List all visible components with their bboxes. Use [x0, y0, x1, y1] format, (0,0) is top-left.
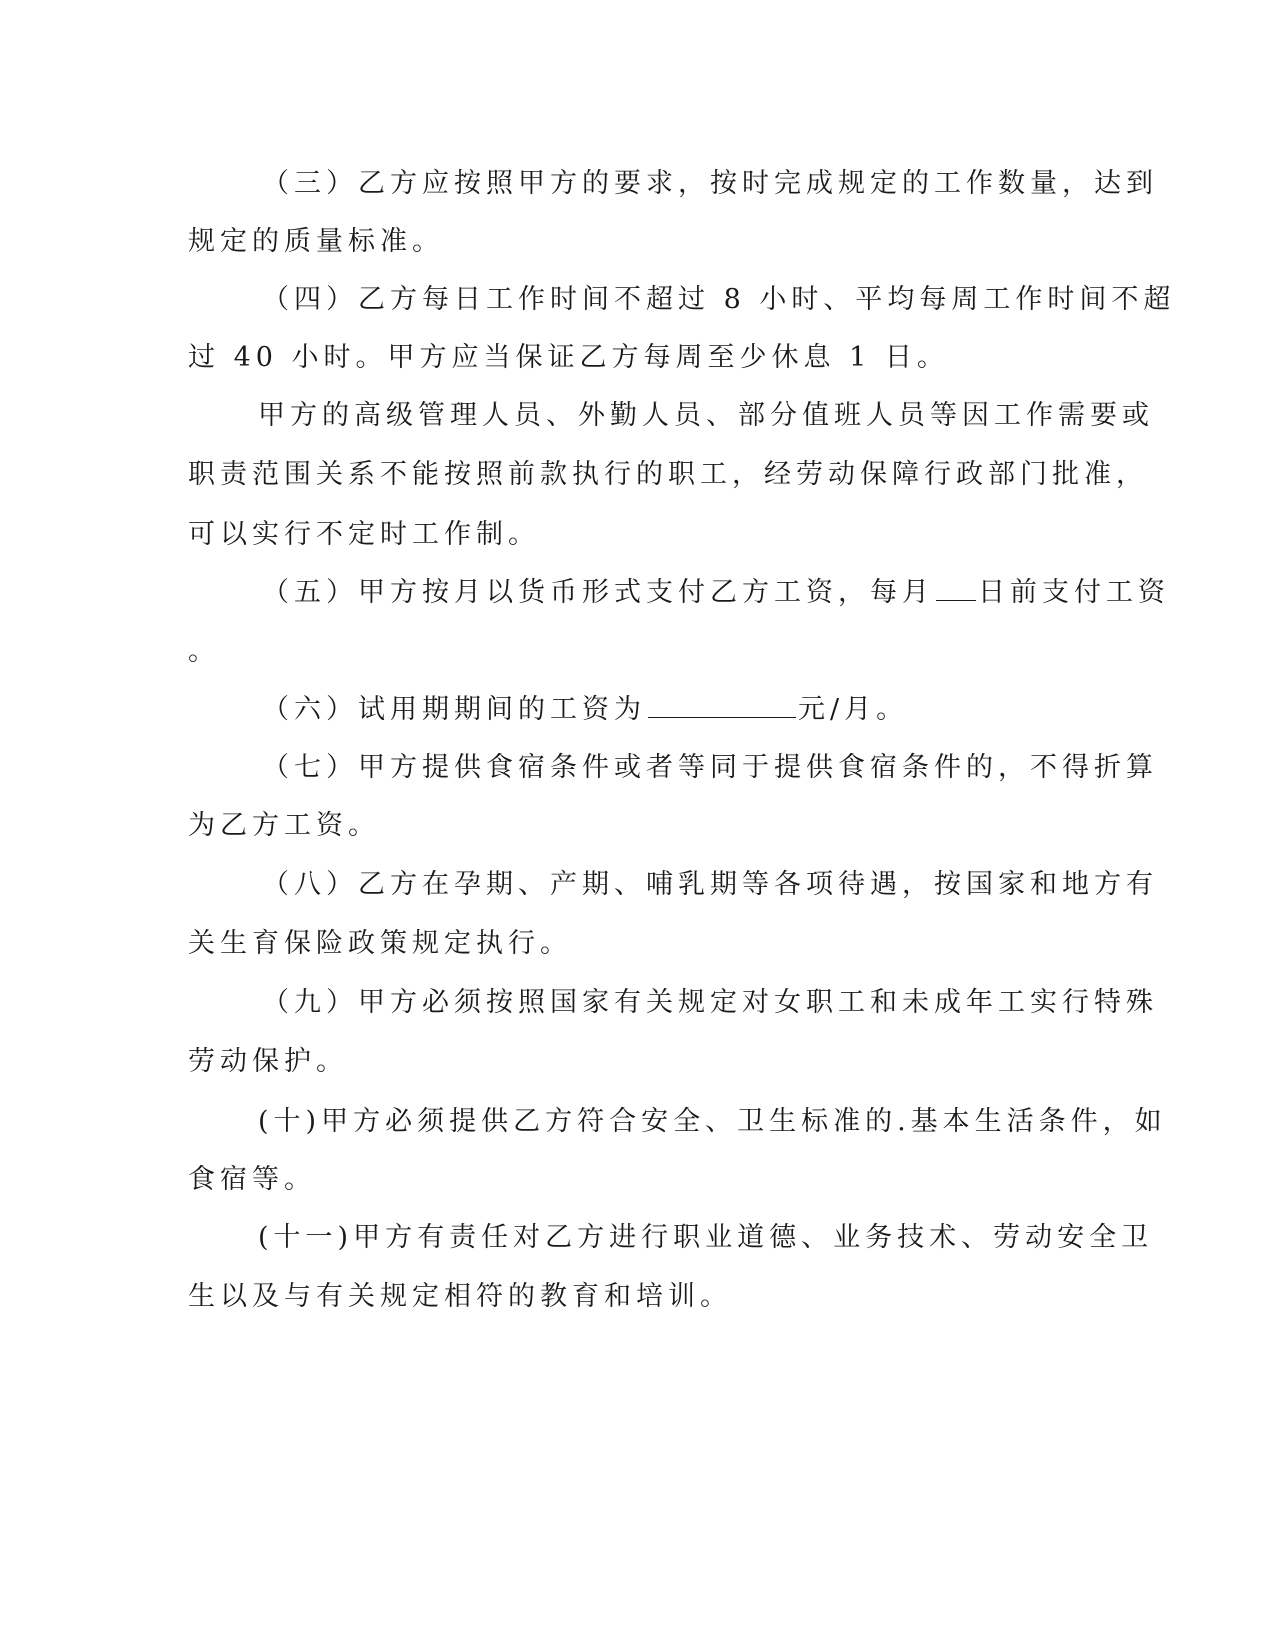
paragraph-8-line-2: 关生育保险政策规定执行。 [188, 928, 572, 959]
paragraph-11-line-2: 生以及与有关规定相符的教育和培训。 [188, 1281, 732, 1312]
paragraph-10-line-1: (十)甲方必须提供乙方符合安全、卫生标准的.基本生活条件，如 [258, 1106, 1167, 1137]
probation-wage-blank [648, 693, 796, 718]
paragraph-6-line-1 [262, 692, 908, 728]
paragraph-3-line-1: （三）乙方应按照甲方的要求，按时完成规定的工作数量，达到 [262, 168, 1158, 199]
paragraph-9-line-2: 劳动保护。 [188, 1046, 348, 1077]
paragraph-9-line-1: （九）甲方必须按照国家有关规定对女职工和未成年工实行特殊 [262, 987, 1158, 1018]
paragraph-4b-line-1: 甲方的高级管理人员、外勤人员、部分值班人员等因工作需要或 [258, 400, 1154, 431]
paragraph-5-line-2: 。 [188, 636, 220, 667]
paragraph-8-line-1: （八）乙方在孕期、产期、哺乳期等各项待遇，按国家和地方有 [262, 869, 1158, 900]
paragraph-5-text-before-blank: （五）甲方按月以货币形式支付乙方工资，每月 [262, 577, 934, 608]
paragraph-4-line-1: （四）乙方每日工作时间不超过 8 小时、平均每周工作时间不超 [262, 284, 1176, 315]
paragraph-7-line-2: 为乙方工资。 [188, 810, 380, 841]
paragraph-6-text-after-blank: 元/月。 [798, 694, 909, 725]
paragraph-7-line-1: （七）甲方提供食宿条件或者等同于提供食宿条件的，不得折算 [262, 752, 1158, 783]
paragraph-4-line-2: 过 40 小时。甲方应当保证乙方每周至少休息 1 日。 [188, 342, 949, 373]
paragraph-10-line-2: 食宿等。 [188, 1164, 316, 1195]
paragraph-3-line-2: 规定的质量标准。 [188, 226, 444, 257]
paragraph-5-line-1 [262, 575, 1170, 611]
paragraph-5-text-after-blank: 日前支付工资 [978, 577, 1170, 608]
payday-blank [936, 576, 976, 601]
paragraph-11-line-1: (十一)甲方有责任对乙方进行职业道德、业务技术、劳动安全卫 [258, 1222, 1154, 1253]
paragraph-4b-line-3: 可以实行不定时工作制。 [188, 519, 540, 550]
paragraph-6-text-before-blank: （六）试用期期间的工资为 [262, 694, 646, 725]
paragraph-4b-line-2: 职责范围关系不能按照前款执行的职工，经劳动保障行政部门批准， [188, 459, 1148, 490]
